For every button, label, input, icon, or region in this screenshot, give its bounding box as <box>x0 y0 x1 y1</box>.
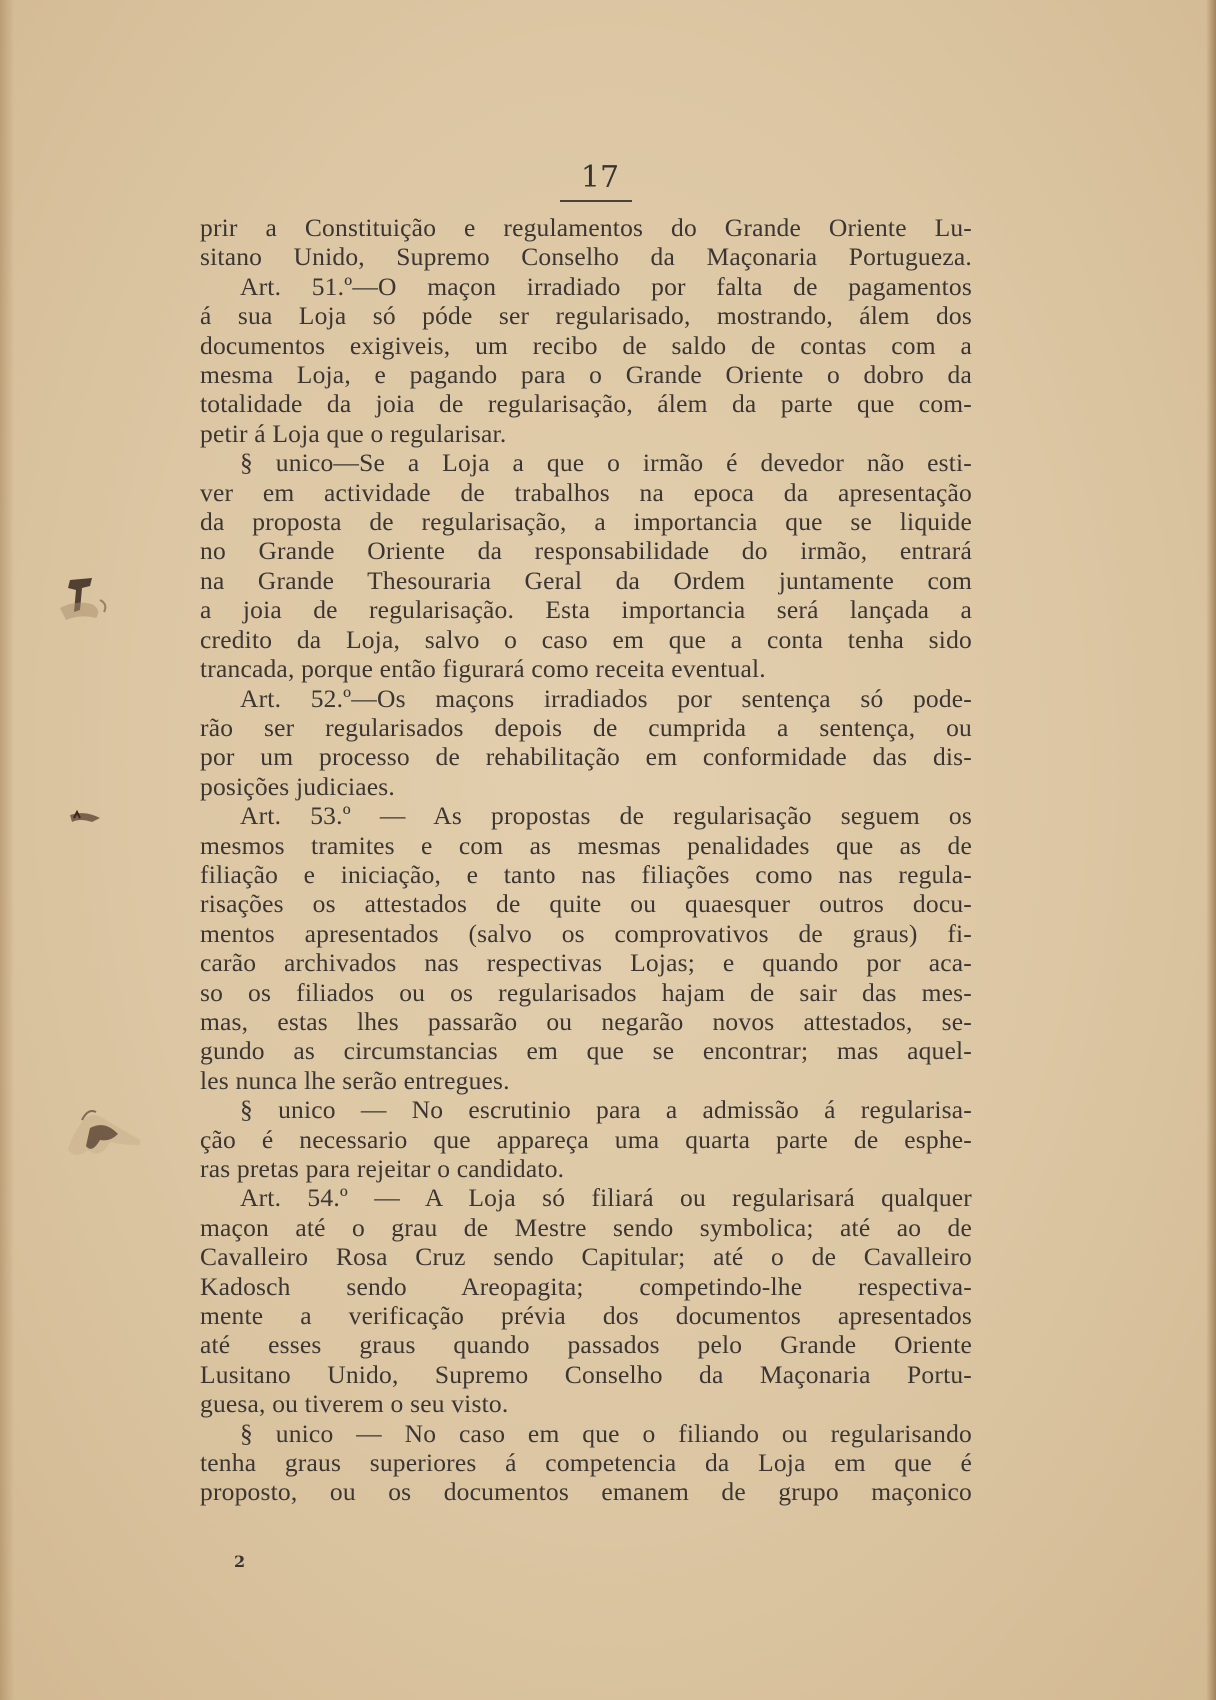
text-line: a joia de regularisação. Esta importancia será lançada a <box>200 595 972 625</box>
text-line: ção é necessario que appareça uma quarta parte de esphe- <box>200 1124 972 1154</box>
text-line: § unico — No escrutinio para a admissão á regularisa- <box>240 1095 972 1125</box>
text-line: so os filiados ou os regularisados hajam de sair das mes- <box>200 977 972 1007</box>
ink-blot-2 <box>70 812 100 822</box>
text-line: risações os attestados de quite ou quaesquer outros docu- <box>200 889 972 919</box>
page-number: 17 <box>580 160 620 195</box>
body-text <box>200 213 972 1507</box>
text-line: ras pretas para rejeitar o candidato. <box>200 1154 565 1183</box>
text-line: mesma Loja, e pagando para o Grande Oriente o dobro da <box>200 360 972 390</box>
text-line: Cavalleiro Rosa Cruz sendo Capitular; até o de Cavalleiro <box>200 1242 972 1272</box>
text-line: credito da Loja, salvo o caso em que a conta tenha sido <box>200 624 972 654</box>
text-line: á sua Loja só póde ser regularisado, mostrando, álem dos <box>200 301 972 331</box>
text-line: ver em actividade de trabalhos na epoca da apresentação <box>200 477 972 507</box>
text-line: Kadosch sendo Areopagita; competindo-lhe respectiva- <box>200 1271 972 1301</box>
text-line: Art. 54.º — A Loja só filiará ou regularisará qualquer <box>240 1183 972 1213</box>
text-line: até esses graus quando passados pelo Grande Oriente <box>200 1330 972 1360</box>
text-line: da proposta de regularisação, a importancia que se liquide <box>200 507 972 537</box>
text-line: maçon até o grau de Mestre sendo symbolica; até ao de <box>200 1212 972 1242</box>
text-line: totalidade da joia de regularisação, álem da parte que com- <box>200 389 972 419</box>
page-left-edge <box>0 0 14 1700</box>
text-line: mente a verificação prévia dos documentos apresentados <box>200 1301 972 1331</box>
text-line: na Grande Thesouraria Geral da Ordem juntamente com <box>200 565 972 595</box>
text-line: les nunca lhe serão entregues. <box>200 1065 510 1095</box>
text-line: trancada, porque então figurará como receita eventual. <box>200 654 766 684</box>
signature-mark: 2 <box>234 1552 246 1571</box>
text-line: Lusitano Unido, Supremo Conselho da Maçonaria Portu- <box>200 1359 972 1389</box>
text-line: posições judiciaes. <box>200 771 396 801</box>
text-line: mesmos tramites e com as mesmas penalidades que as de <box>200 830 972 860</box>
ink-blot-1 <box>60 578 105 620</box>
text-line: gundo as circumstancias em que se encontrar; mas aquel- <box>200 1036 972 1066</box>
text-line: tenha graus superiores á competencia da Loja em que é <box>200 1448 972 1478</box>
text-line: § unico—Se a Loja a que o irmão é devedor não esti- <box>240 448 972 478</box>
text-line: no Grande Oriente da responsabilidade do irmão, entrará <box>200 536 972 566</box>
text-line: Art. 52.º—Os maçons irradiados por sentença só pode- <box>240 683 972 713</box>
page-right-edge <box>1206 0 1216 1700</box>
text-line: petir á Loja que o regularisar. <box>200 418 507 448</box>
text-line: carão archivados nas respectivas Lojas; e quando por aca- <box>200 948 972 978</box>
text-line: § unico — No caso em que o filiando ou regularisando <box>240 1418 972 1448</box>
text-line: guesa, ou tiverem o seu visto. <box>200 1389 509 1419</box>
page-number-rule <box>560 200 632 202</box>
text-line: Art. 51.º—O maçon irradiado por falta de pagamentos <box>240 271 972 301</box>
text-line: documentos exigiveis, um recibo de saldo de contas com a <box>200 330 972 360</box>
ink-blot-3 <box>68 1111 140 1155</box>
text-line: por um processo de rehabilitação em conformidade das dis- <box>200 742 972 772</box>
text-line: filiação e iniciação, e tanto nas filiações como nas regula- <box>200 859 972 889</box>
text-line: proposto, ou os documentos emanem de grupo maçonico <box>200 1477 972 1507</box>
text-line: mas, estas lhes passarão ou negarão novos attestados, se- <box>200 1006 972 1036</box>
text-line: sitano Unido, Supremo Conselho da Maçonaria Portugueza. <box>200 242 972 272</box>
margin-stains <box>30 560 140 1260</box>
text-line: mentos apresentados (salvo os comprovativos de graus) fi- <box>200 918 972 948</box>
text-line: Art. 53.º — As propostas de regularisação seguem os <box>240 801 972 831</box>
text-line: prir a Constituição e regulamentos do Grande Oriente Lu- <box>200 213 972 242</box>
text-line: rão ser regularisados depois de cumprida a sentença, ou <box>200 712 972 742</box>
